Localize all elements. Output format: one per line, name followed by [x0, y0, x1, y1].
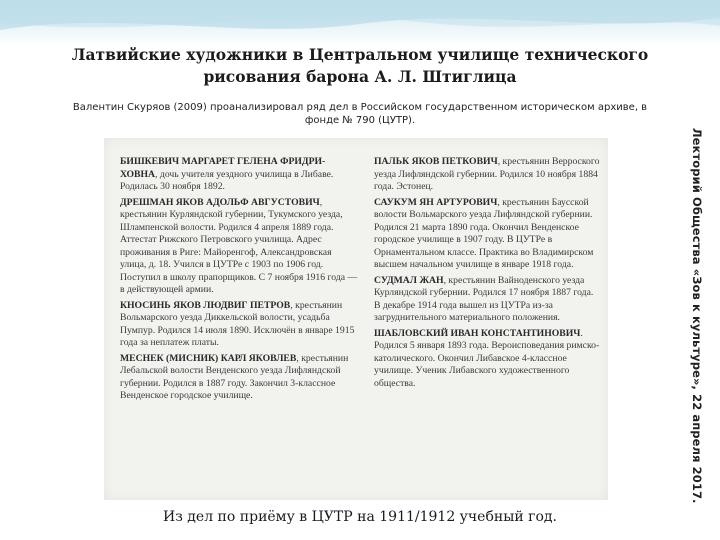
entry-name: СУДМАЛ ЖАН — [374, 274, 444, 286]
document-entry — [120, 156, 358, 194]
document-entry — [374, 328, 600, 391]
document-entry — [374, 156, 600, 194]
document-entry — [374, 197, 600, 272]
wave-decoration-icon — [0, 0, 720, 46]
entry-text: , дочь учителя уездного училища в Либаве. Родилась 30 ноября 1892. — [120, 168, 334, 192]
document-left-column — [120, 156, 358, 406]
entry-text: , крестьянин Баусской волости Вольмарского уезда Лифляндской губернии. Родился 21 марта 1890 года. Окончил Венденское городское училище в 1907 году. В ЦУТРе в Орнаментальном классе. Практика во Владимирском высшем начальном училище в январе 1918 года. — [374, 196, 594, 270]
entry-name: КНОСИНЬ ЯКОВ ЛЮДВИГ ПЕТРОВ — [120, 299, 291, 311]
archive-document-scan — [104, 138, 608, 500]
document-entry — [374, 275, 600, 325]
entry-name: ПАЛЬК ЯКОВ ПЕТКОВИЧ — [374, 156, 498, 167]
entry-name: МЕСНЕК (МИСНИК) КАРЛ ЯКОВЛЕВ — [120, 352, 297, 364]
document-entry — [120, 300, 358, 350]
entry-name: ДРЕШМАН ЯКОВ АДОЛЬФ АВГУСТОВИЧ — [120, 196, 320, 208]
document-entry — [120, 197, 358, 297]
side-caption: Лекторий Общества «Зов к культуре», 22 апреля 2017. — [690, 128, 704, 504]
entry-name: ШАБЛОВСКИЙ ИВАН КОНСТАНТИНОВИЧ — [374, 327, 581, 339]
entry-text: , крестьянин Верроского уезда Лифляндской губернии. Родился 10 ноября 1884 года. Эстонец. — [374, 156, 600, 192]
entry-text: , крестьянин Вайноденского уезда Курляндской губернии. Родился 17 ноября 1887 года. В декабре 1914 года вышел из ЦУТРа из-за загруднительного материального положения. — [374, 274, 594, 323]
entry-text: . Родился 5 января 1893 года. Вероисповедания римско-католического. Окончил Либавское 4-классное училище. Ученик Либавского художественного общества. — [374, 327, 600, 389]
header-decoration — [0, 0, 720, 46]
document-entry — [120, 353, 358, 403]
page-title: Латвийские художники в Центральном училище технического рисования барона А. Л. Штиглица — [71, 45, 649, 86]
page-subtitle: Валентин Скуряов (2009) проанализировал ряд дел в Российском государственном историческом архиве, в фонде № 790 (ЦУТР). — [72, 102, 648, 126]
entry-text: , крестьянин Лебальской волости Венденского уезда Лифляндской губернии. Родился в 1887 году. Закончил 3-классное Венденское городское училище. — [120, 352, 349, 401]
document-right-column — [374, 156, 600, 393]
entry-name: БИШКЕВИЧ МАРГАРЕТ ГЕЛЕНА ФРИДРИ-ХОВНА — [120, 156, 326, 180]
image-caption: Из дел по приёму в ЦУТР на 1911/1912 учебный год. — [163, 509, 557, 525]
entry-name: САУКУМ ЯН АРТУРОВИЧ — [374, 196, 498, 208]
entry-text: , крестьянин Курляндской губернии, Тукумского уезда, Шлампенской волости. Родился 4 апреля 1889 года. Аттестат Рижского Петровского училища. Адрес проживания в Риге: Майоренгоф, Александровская улица, д. 18. Учился в ЦУТРе с 1903 по 1906 год. Поступил в школу прапорщиков. С 7 ноября 1916 года — в действующей армии. — [120, 196, 358, 295]
entry-text: , крестьянин Вольмарского уезда Диккельской волости, усадьба Пумпур. Родился 14 июля 1890. Исключён в январе 1915 года за неплатеж платы. — [120, 299, 355, 348]
